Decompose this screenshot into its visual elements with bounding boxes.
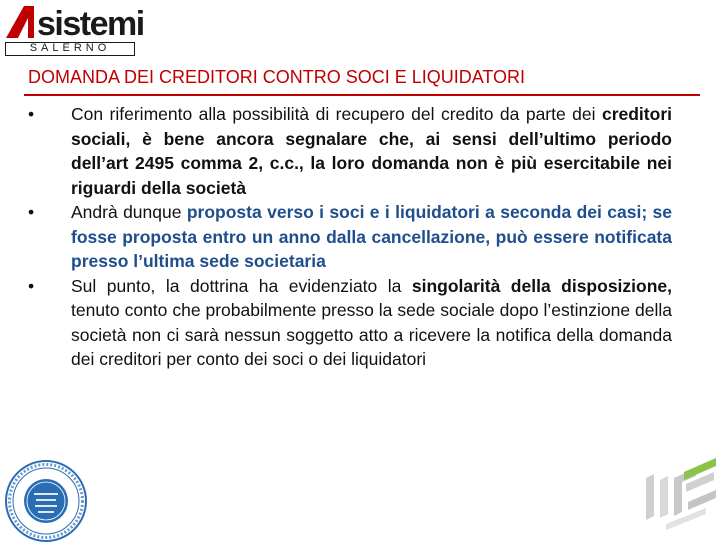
logo-subtitle: SALERNO	[5, 42, 135, 56]
bullet-text: Con riferimento alla possibilità di recupero del credito da parte dei	[71, 104, 602, 124]
bullet-text: Sul punto, la dottrina ha evidenziato la	[71, 275, 412, 296]
bullet-item	[28, 200, 672, 274]
stylized-logo-icon	[636, 458, 720, 534]
bullet-text-bold: singolarità della disposizione,	[411, 275, 672, 296]
bullet-text: tenuto conto che probabilmente presso la sede sociale dopo l’estinzione della società non ci sarà nessun soggetto atto a ricevere la notifica della domanda dei creditori per conto dei soci o dei liquidatori	[71, 300, 672, 369]
bullet-text-bold: creditori sociali, è bene ancora segnalare che, ai sensi dell’ultimo periodo dell’art 2495 comma 2, c.c., la loro domanda non è più esercitabile nei riguardi della società	[71, 104, 672, 198]
odcec-seal-icon	[0, 455, 92, 543]
logo-wordmark: sistemi	[37, 5, 144, 43]
bullet-dot: •	[28, 202, 35, 222]
bullet-text-highlight: proposta verso i soci e i liquidatori	[186, 202, 480, 222]
bullet-text-highlight: a seconda dei casi; se fosse proposta entro un anno dalla cancellazione, può essere notificata presso l’ultima sede societaria	[71, 202, 672, 271]
sistemi-logo-mark-icon	[4, 4, 36, 40]
bullet-dot: •	[28, 104, 35, 124]
title-divider	[24, 94, 700, 96]
bullet-text: Andrà dunque	[71, 202, 187, 222]
sistemi-salerno-logo	[4, 4, 144, 56]
bullet-dot: •	[28, 275, 35, 296]
bullet-list	[28, 102, 672, 372]
slide-title: DOMANDA DEI CREDITORI CONTRO SOCI E LIQUIDATORI	[28, 67, 526, 87]
bullet-item	[28, 102, 672, 200]
bullet-item	[28, 274, 672, 372]
